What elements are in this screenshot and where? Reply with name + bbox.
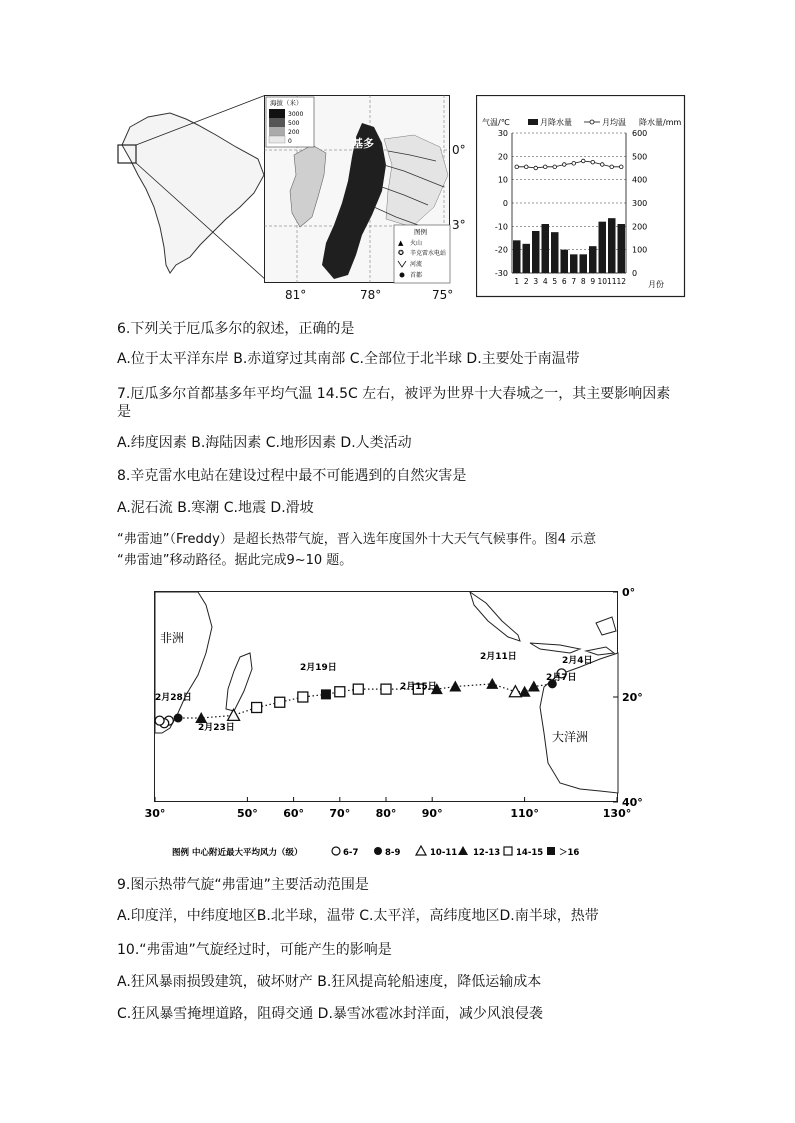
temperature-point (572, 162, 576, 166)
precip-bar (532, 231, 540, 273)
svg-text:火山: 火山 (410, 240, 423, 247)
precip-bar (551, 232, 559, 273)
temperature-point (524, 165, 528, 169)
date-label-feb23: 2月23日 (198, 723, 235, 733)
svg-text:6-7: 6-7 (343, 848, 359, 858)
tick-label-left: -30 (494, 269, 508, 278)
month-tick-label: 4 (542, 277, 548, 286)
question-7-options: A.纬度因素 B.海陆因素 C.地形因素 D.人类活动 (117, 435, 412, 451)
month-tick-label: 2 (523, 277, 529, 286)
temperature-point (543, 165, 547, 169)
month-tick-label: 5 (552, 277, 558, 286)
temperature-point (562, 163, 566, 167)
ecuador-map (264, 95, 454, 291)
svg-text:12-13: 12-13 (473, 848, 501, 858)
question-10-options-2: C.狂风暴雪掩埋道路，阻碍交通 D.暴雪冰雹冰封洋面，减少风浪侵袭 (117, 1006, 543, 1022)
tick-label-right: 500 (632, 152, 648, 162)
temperature-point (553, 165, 557, 169)
date-label-feb19: 2月19日 (300, 663, 337, 673)
intro-line2: “弗雷迪”移动路径。据此完成9~10 题。 (117, 553, 353, 568)
ecuador-lat-label-0: 0° (452, 143, 466, 157)
precip-bar (570, 254, 578, 273)
precip-bar (542, 224, 550, 273)
tick-label-right: 300 (632, 199, 648, 208)
legend-open-circle-icon (332, 847, 340, 855)
date-label-feb11: 2月11日 (480, 652, 517, 662)
date-label-feb15: 2月15日 (400, 682, 437, 692)
question-9-options: A.印度洋，中纬度地区B.北半球，温带 C.太平洋，高纬度地区D.南半球，热带 (117, 908, 599, 924)
tick-label-left: 20 (497, 152, 508, 162)
tick-label-right: 400 (632, 175, 648, 185)
legend-bar-label: 月降水量 (540, 118, 572, 127)
precip-bar (618, 224, 626, 273)
precip-bar (599, 222, 607, 273)
month-tick-label: 7 (571, 277, 577, 286)
temperature-point (610, 165, 614, 169)
track-point-6-7 (155, 716, 164, 725)
africa-label: 非洲 (160, 631, 185, 645)
chart-xlabel: 月份 (648, 280, 664, 289)
svg-text:0: 0 (288, 138, 292, 145)
track-point-14-15 (298, 692, 308, 702)
track-point-14-15 (275, 697, 285, 707)
legend-open-triangle-icon (416, 846, 426, 855)
question-7-line1: 7.厄瓜多尔首都基多年平均气温 14.5C 左右，被评为世界十大春城之一，其主要影响因素 (117, 386, 671, 402)
lat-label: 40° (622, 796, 643, 809)
tick-label-left: -10 (494, 222, 508, 232)
precip-bar (513, 240, 521, 273)
svg-text:10-11: 10-11 (430, 848, 458, 858)
svg-text:8-9: 8-9 (385, 848, 401, 858)
ecuador-lon-label-75: 75° (432, 288, 454, 302)
chart-ylabel-left: 气温/℃ (482, 118, 510, 127)
temperature-point (581, 159, 585, 163)
legend-filled-triangle-icon (458, 846, 468, 855)
svg-text:图例: 图例 (414, 228, 427, 236)
tick-label-right: 0 (632, 269, 638, 278)
question-7-line2: 是 (117, 404, 131, 420)
legend-bar-swatch (528, 119, 538, 125)
month-tick-label: 1 (514, 277, 520, 286)
svg-text:海拔（米）: 海拔（米） (270, 99, 303, 107)
climate-chart (476, 95, 686, 298)
lat-label: 20° (622, 691, 643, 704)
question-6: 6.下列关于厄瓜多尔的叙述，正确的是 (117, 321, 355, 337)
svg-text:辛克雷水电站: 辛克雷水电站 (410, 250, 447, 257)
temperature-point (591, 160, 595, 164)
legend-filled-square-icon (547, 847, 555, 855)
lat-label: 0° (622, 586, 636, 599)
month-tick-label: 9 (590, 277, 596, 286)
lon-label: 60° (283, 807, 305, 820)
track-point-14-15 (353, 684, 363, 694)
cyclone-path-map (140, 583, 660, 858)
date-label-feb7: 2月7日 (546, 673, 577, 683)
tick-label-left: 30 (497, 129, 508, 138)
legend-filled-circle-icon (374, 847, 382, 855)
south-america-outline (122, 113, 264, 273)
track-point-8-9 (174, 714, 183, 723)
tick-label-left: 0 (502, 199, 508, 208)
precip-bar (523, 244, 531, 273)
wind-force-legend (172, 846, 579, 858)
month-tick-label: 10 (597, 277, 608, 286)
intro-line1: “弗雷迪”（Freddy）是超长热带气旋，晋入选年度国外十大天气气候事件。图4 示意 (117, 532, 597, 547)
track-point-14-15 (381, 684, 391, 694)
oceania-label: 大洋洲 (552, 730, 589, 744)
precip-bar (580, 254, 588, 273)
temperature-point (534, 166, 538, 170)
precip-bar (561, 250, 569, 273)
tick-label-right: 200 (632, 222, 648, 232)
question-6-options: A.位于太平洋东岸 B.赤道穿过其南部 C.全部位于北半球 D.主要处于南温带 (117, 351, 580, 367)
capital-icon (400, 273, 405, 278)
svg-text:首都: 首都 (410, 272, 423, 279)
temperature-point (515, 165, 519, 169)
tick-label-right: 600 (632, 129, 648, 138)
month-tick-label: 6 (561, 277, 567, 286)
tick-label-left: -20 (494, 245, 508, 255)
precip-bar (589, 246, 597, 273)
temperature-point (619, 165, 623, 169)
question-10-options-1: A.狂风暴雨损毁建筑，破坏财产 B.狂风提高轮船速度，降低运输成本 (117, 974, 542, 990)
question-9: 9.图示热带气旋“弗雷迪”主要活动范围是 (117, 877, 369, 893)
date-label-feb28: 2月28日 (155, 693, 192, 703)
track-point-14-15 (252, 703, 262, 713)
month-tick-label: 12 (616, 277, 627, 286)
ecuador-lon-label-81: 81° (285, 288, 307, 302)
question-8: 8.辛克雷水电站在建设过程中最不可能遇到的自然灾害是 (117, 468, 467, 484)
track-point-14-15 (335, 687, 345, 697)
symbol-legend (394, 225, 450, 283)
tick-label-right: 100 (632, 245, 648, 255)
question-10: 10.“弗雷迪”气旋经过时，可能产生的影响是 (117, 942, 392, 958)
chart-ylabel-right: 降水量/mm (639, 118, 682, 127)
ecuador-lon-label-78: 78° (360, 288, 382, 302)
city-label-quito: 基多 (352, 137, 374, 150)
svg-text:14-15: 14-15 (516, 848, 544, 858)
month-tick-label: 8 (580, 277, 586, 286)
question-8-options: A.泥石流 B.寒潮 C.地震 D.滑坡 (117, 500, 314, 516)
hydropower-station-icon: ✪ (398, 249, 404, 257)
legend-open-square-icon (504, 847, 512, 855)
svg-text:500: 500 (288, 120, 300, 127)
volcano-icon: ▲ (398, 239, 404, 247)
date-label-feb4: 2月4日 (562, 656, 593, 666)
lon-label: 110° (510, 807, 539, 820)
svg-text:河流: 河流 (410, 261, 423, 268)
svg-text:3000: 3000 (288, 111, 304, 118)
lon-label: 80° (375, 807, 397, 820)
svg-text:＞16: ＞16 (559, 848, 580, 858)
lon-label: 50° (236, 807, 258, 820)
tick-label-left: 10 (497, 175, 508, 185)
precip-bar (608, 218, 616, 273)
month-tick-label: 3 (533, 277, 539, 286)
track-point-over-16 (321, 689, 331, 699)
lon-label: 70° (329, 807, 351, 820)
svg-text:图例 中心附近最大平均风力（级）: 图例 中心附近最大平均风力（级） (172, 848, 303, 858)
lon-label: 130° (602, 807, 632, 820)
lon-label: 30° (144, 807, 166, 820)
month-tick-label: 11 (606, 277, 617, 286)
ecuador-lat-label-3: 3° (452, 218, 466, 232)
elevation-legend (266, 97, 314, 147)
svg-text:200: 200 (288, 129, 300, 136)
south-america-inset-map (108, 95, 268, 280)
lon-label: 90° (421, 807, 443, 820)
temperature-point (600, 163, 604, 167)
legend-line-label: 月均温 (602, 118, 626, 127)
